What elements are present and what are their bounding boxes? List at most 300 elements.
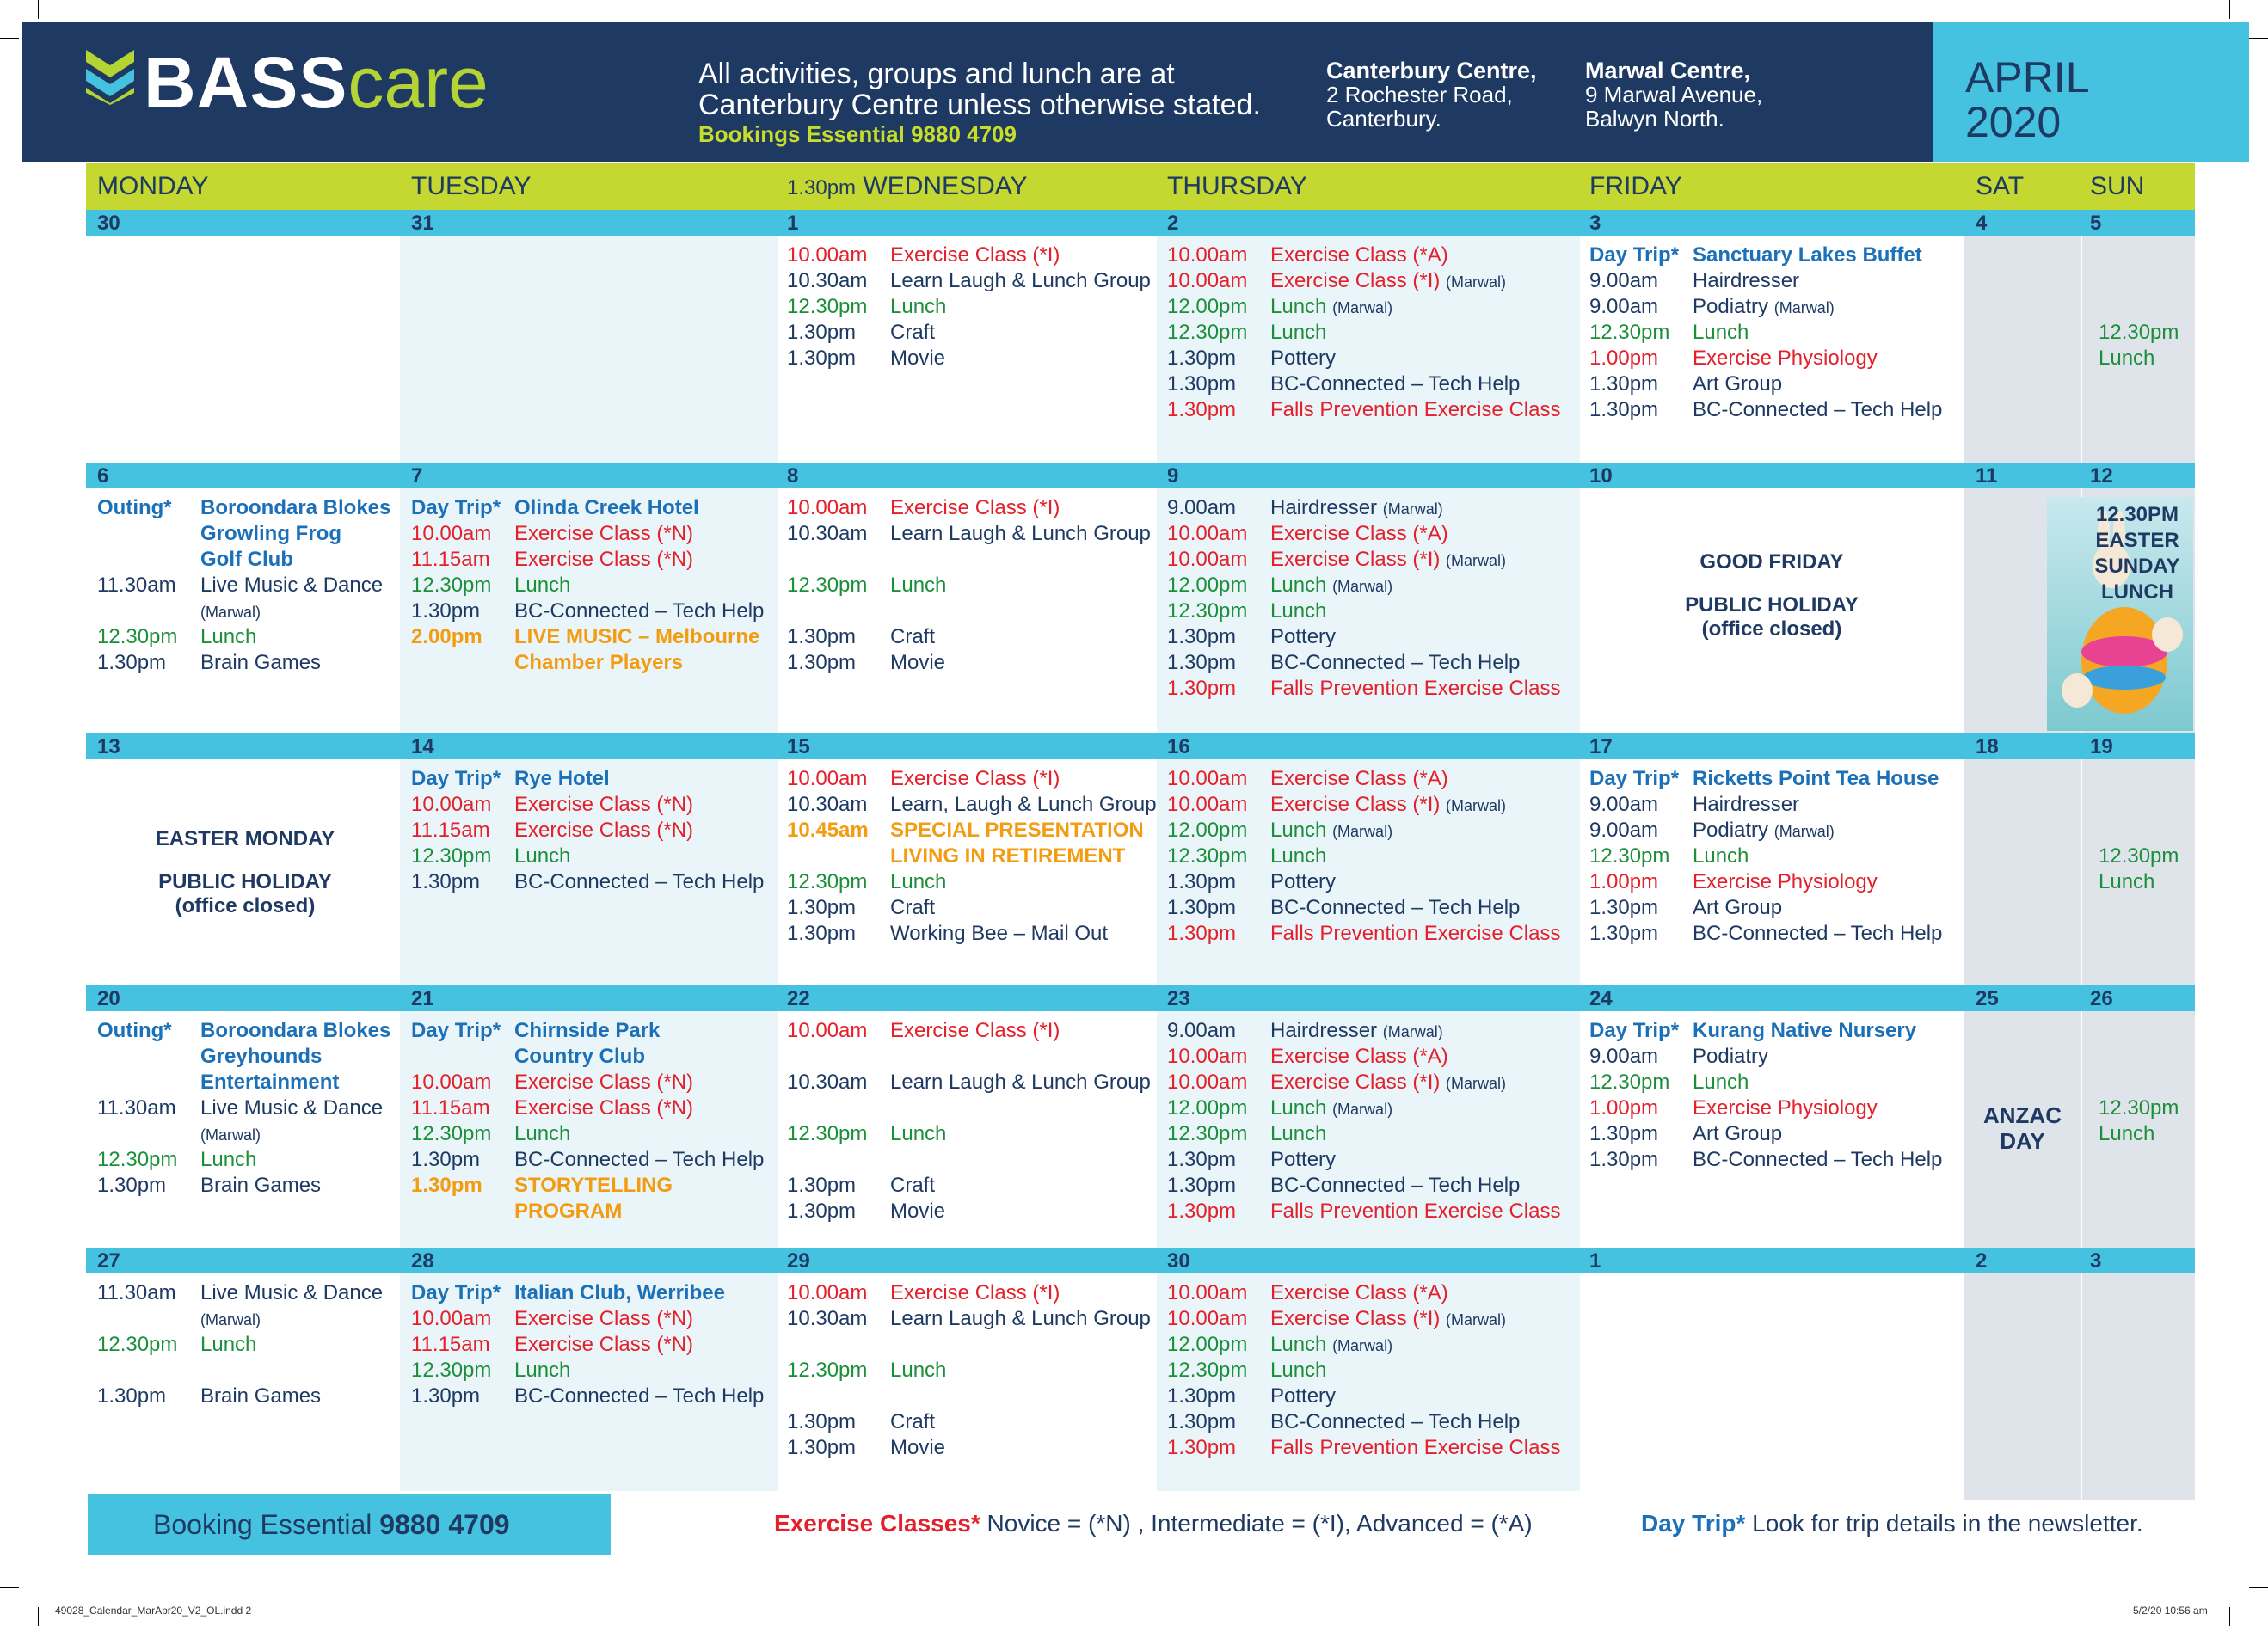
activity-entry	[787, 294, 946, 320]
activity-entry	[411, 1147, 764, 1173]
activity-time: 10.00am	[1167, 1281, 1248, 1304]
activity-time: 1.30pm	[411, 599, 481, 623]
activity-time: 1.30pm	[787, 1200, 857, 1223]
activity-entry	[411, 818, 693, 844]
activity-name: Lunch	[1270, 819, 1333, 842]
address-line: Canterbury.	[1326, 106, 1441, 132]
activity-time: 10.00am	[1167, 1045, 1248, 1068]
activity-entry	[1167, 818, 1392, 844]
activity-name: Boroondara Blokes	[200, 1019, 391, 1042]
activity-entry	[1167, 766, 1448, 792]
date-number: 29	[787, 1249, 810, 1273]
activity-name: BC-Connected – Tech Help	[514, 870, 765, 893]
crop-mark	[2229, 1607, 2230, 1626]
activity-name: Lunch	[200, 625, 257, 648]
activity-name: Craft	[890, 1174, 936, 1197]
activity-time: 12.30pm	[97, 1148, 178, 1171]
activity-entry	[97, 650, 321, 676]
activity-entry	[1167, 294, 1392, 321]
activity-time: 1.30pm	[1167, 1174, 1237, 1197]
activity-name: Lunch	[890, 295, 947, 318]
activity-time: Day Trip*	[1589, 243, 1680, 267]
activity-entry	[787, 521, 1151, 547]
activity-name: Hairdresser	[1270, 496, 1383, 519]
date-number: 10	[1589, 464, 1613, 488]
weekday-tuesday: TUESDAY	[411, 172, 532, 200]
activity-name: Lunch	[1270, 599, 1327, 623]
location-note: (Marwal)	[1446, 273, 1507, 291]
activity-name: Pottery	[1270, 870, 1337, 893]
canterbury-address	[1326, 58, 1537, 131]
date-number: 27	[97, 1249, 120, 1273]
activity-name: Entertainment	[200, 1071, 340, 1094]
activity-time: 12.30pm	[1589, 844, 1670, 868]
activity-entry	[787, 1147, 890, 1173]
activity-name: Learn, Laugh & Lunch Group	[890, 793, 1157, 816]
activity-name: Exercise Class (*N)	[514, 793, 694, 816]
activity-entry	[1589, 242, 1922, 268]
activity-name: Exercise Class (*A)	[1270, 243, 1448, 267]
activity-name: Lunch	[1693, 321, 1749, 344]
activity-entry	[1589, 1018, 1916, 1044]
activity-entry	[1167, 346, 1336, 371]
activity-entry	[411, 1173, 673, 1199]
activity-name: SPECIAL PRESENTATION	[890, 819, 1144, 842]
activity-entry	[787, 766, 1060, 792]
activity-name: Lunch	[890, 870, 947, 893]
activity-name: Exercise Class (*N)	[514, 1071, 694, 1094]
activity-time: 1.30pm	[97, 651, 167, 674]
activity-name: Lunch	[1270, 1122, 1327, 1145]
date-number: 3	[2090, 1249, 2102, 1273]
booking-label: Booking Essential	[153, 1509, 380, 1540]
activity-time: 12.30pm	[787, 1122, 868, 1145]
activity-name: BC-Connected – Tech Help	[514, 1384, 765, 1408]
activity-time: 10.00am	[787, 767, 868, 790]
activity-entry	[411, 869, 764, 895]
activity-time: Day Trip*	[411, 496, 501, 519]
activity-time: 10.00am	[411, 793, 492, 816]
activity-entry	[97, 1358, 200, 1384]
easter-sunday-lunch	[2081, 502, 2193, 605]
weekday-thursday: THURSDAY	[1167, 172, 1307, 200]
activity-entry	[787, 598, 890, 624]
date-number: 22	[787, 987, 810, 1010]
sunday-lunch-label: Lunch	[2099, 347, 2155, 370]
activity-entry	[1167, 624, 1336, 650]
activity-entry	[1589, 1044, 1768, 1070]
date-number: 5	[2090, 212, 2102, 235]
activity-entry	[97, 1018, 390, 1044]
activity-entry	[411, 1121, 570, 1147]
activity-time: Day Trip*	[411, 1281, 501, 1304]
activity-time: 12.30pm	[411, 1122, 492, 1145]
date-number: 13	[97, 735, 120, 758]
activity-time: 1.30pm	[1589, 922, 1659, 945]
activity-entry	[411, 624, 759, 650]
marwal-address	[1585, 58, 1762, 131]
activity-time: 1.30pm	[1589, 896, 1659, 919]
activity-time: 1.30pm	[787, 896, 857, 919]
basscare-chevron-icon	[86, 50, 134, 105]
activity-name: BC-Connected – Tech Help	[1270, 896, 1521, 919]
activity-name: Exercise Class (*N)	[514, 819, 694, 842]
crop-mark	[38, 0, 39, 19]
date-number: 31	[411, 212, 434, 235]
location-note: (Marwal)	[1332, 578, 1393, 595]
activity-entry	[411, 547, 693, 573]
activity-name: Lunch	[1270, 321, 1327, 344]
date-number: 28	[411, 1249, 434, 1273]
daytrip-legend	[1641, 1510, 2143, 1537]
activity-name: Rye Hotel	[514, 767, 610, 790]
activity-name: Learn Laugh & Lunch Group	[890, 522, 1151, 545]
activity-entry	[787, 495, 1060, 521]
holiday-line: (office closed)	[175, 894, 316, 917]
booking-essential-box	[88, 1494, 611, 1555]
activity-time: 1.30pm	[787, 1174, 857, 1197]
activity-entry	[411, 1044, 645, 1070]
activity-time: 9.00am	[1167, 1019, 1237, 1042]
easter-text-line: 12.30PM	[2095, 503, 2179, 526]
activity-time: 12.30pm	[1167, 321, 1248, 344]
activity-name: Hairdresser	[1270, 1019, 1383, 1042]
activity-entry	[787, 1199, 945, 1224]
activity-time: 1.30pm	[1167, 651, 1237, 674]
activity-time: 12.00pm	[1167, 819, 1248, 842]
activity-name: Podiatry	[1693, 295, 1774, 318]
activity-time: 10.30am	[787, 793, 868, 816]
good-friday-notice	[1591, 550, 1952, 641]
activity-entry	[1167, 1384, 1336, 1409]
activity-name: Lunch	[890, 1359, 947, 1382]
activity-name: Lunch	[1270, 1359, 1327, 1382]
activity-time: 1.30pm	[411, 1174, 482, 1197]
holiday-title: GOOD FRIDAY	[1699, 550, 1844, 574]
activity-entry	[97, 495, 390, 521]
date-number: 26	[2090, 987, 2113, 1010]
activity-time: 1.30pm	[1167, 398, 1237, 421]
activity-time: 12.30pm	[1589, 321, 1670, 344]
booking-phone: 9880 4709	[379, 1509, 510, 1540]
wednesday-prefix: 1.30pm	[787, 176, 857, 199]
date-number: 12	[2090, 464, 2113, 488]
sunday-lunch-time: 12.30pm	[2099, 321, 2179, 344]
activity-entry	[1167, 844, 1326, 869]
logo-bass-text: BASS	[144, 42, 348, 123]
activity-name: Olinda Creek Hotel	[514, 496, 699, 519]
activity-time: 10.00am	[787, 1019, 868, 1042]
easter-text-line: SUNDAY	[2094, 555, 2180, 578]
activity-name: Exercise Class (*A)	[1270, 1045, 1448, 1068]
activity-time: 1.30pm	[1167, 347, 1237, 370]
activity-name: Lunch	[514, 1122, 571, 1145]
anzac-line: ANZAC	[1983, 1102, 2062, 1128]
activity-name: Ricketts Point Tea House	[1693, 767, 1939, 790]
activity-name: Art Group	[1693, 896, 1783, 919]
canterbury-title: Canterbury Centre,	[1326, 58, 1537, 83]
activity-entry	[1589, 1147, 1942, 1173]
activity-entry	[787, 268, 1151, 294]
activity-time: 10.00am	[411, 1071, 492, 1094]
holiday-line: (office closed)	[1701, 617, 1842, 641]
activity-entry	[411, 1018, 660, 1044]
activity-entry	[411, 766, 610, 792]
activity-time: 10.00am	[1167, 1307, 1248, 1330]
activity-time: 10.00am	[787, 496, 868, 519]
activity-name: BC-Connected – Tech Help	[1270, 651, 1521, 674]
activity-entry	[1167, 495, 1443, 522]
activity-time: 10.45am	[787, 819, 869, 842]
exercise-legend-text: Novice = (*N) , Intermediate = (*I), Advanced = (*A)	[980, 1510, 1533, 1537]
activity-entry	[411, 573, 570, 598]
activity-name: Boroondara Blokes	[200, 496, 391, 519]
activity-time: 1.30pm	[97, 1384, 167, 1408]
activity-time: 12.00pm	[1167, 1333, 1248, 1356]
activity-entry	[1167, 1332, 1392, 1359]
activity-name: Lunch	[514, 1359, 571, 1382]
activity-name: Exercise Class (*I)	[1270, 548, 1447, 571]
date-number: 11	[1976, 464, 1998, 488]
activity-name: Pottery	[1270, 625, 1337, 648]
activity-entry	[1589, 346, 1878, 371]
activity-entry	[1167, 1306, 1506, 1333]
activity-name: Golf Club	[200, 548, 293, 571]
daytrip-legend-title: Day Trip*	[1641, 1510, 1746, 1537]
activity-name: Exercise Class (*A)	[1270, 522, 1448, 545]
activity-time: 12.30pm	[1589, 1071, 1670, 1094]
activity-entry	[1167, 242, 1448, 268]
activity-name: Pottery	[1270, 1148, 1337, 1171]
activity-name: BC-Connected – Tech Help	[1270, 1410, 1521, 1433]
activity-time: 12.30pm	[411, 574, 492, 597]
activity-name: Country Club	[514, 1045, 645, 1068]
weekday-wednesday	[787, 172, 1028, 201]
activity-time: 1.30pm	[1589, 1122, 1659, 1145]
activity-time: 1.30pm	[787, 922, 857, 945]
activity-time: 10.00am	[1167, 243, 1248, 267]
activity-name: Exercise Class (*N)	[514, 1333, 694, 1356]
activity-time: 1.30pm	[787, 651, 857, 674]
bookings-line: Bookings Essential 9880 4709	[698, 121, 1017, 147]
activity-name: Pottery	[1270, 1384, 1337, 1408]
date-number: 9	[1167, 464, 1179, 488]
activity-name: Lunch	[1270, 844, 1327, 868]
date-number: 19	[2090, 735, 2113, 758]
activity-entry	[1167, 547, 1506, 574]
activity-entry	[787, 573, 946, 598]
date-number: 30	[97, 212, 120, 235]
activity-name: Working Bee – Mail Out	[890, 922, 1108, 945]
activity-time: 12.30pm	[787, 870, 868, 893]
holiday-title: EASTER MONDAY	[155, 827, 335, 850]
activity-entry	[787, 1044, 890, 1070]
date-number: 1	[1589, 1249, 1601, 1273]
activity-entry	[787, 547, 890, 573]
activity-name: STORYTELLING	[514, 1174, 673, 1197]
activity-name: Exercise Class (*A)	[1270, 1281, 1448, 1304]
activity-time: 1.00pm	[1589, 870, 1659, 893]
activity-entry	[97, 573, 383, 598]
activity-name: Lunch	[514, 574, 571, 597]
activity-time: 11.30am	[97, 574, 176, 597]
activity-name: (Marwal)	[200, 604, 261, 621]
activity-entry	[411, 1306, 693, 1332]
location-note: (Marwal)	[1446, 797, 1507, 814]
activity-entry	[411, 1095, 693, 1121]
activity-name: Lunch	[200, 1148, 257, 1171]
crop-mark	[38, 1607, 39, 1626]
activity-time: 9.00am	[1589, 819, 1659, 842]
month-label: APRIL	[1965, 53, 2090, 101]
print-slug-date: 5/2/20 10:56 am	[2133, 1605, 2208, 1617]
location-note: (Marwal)	[1773, 823, 1835, 840]
easter-text-line: LUNCH	[2101, 580, 2173, 604]
address-line: Balwyn North.	[1585, 106, 1724, 132]
easter-monday-notice	[95, 827, 396, 918]
activity-name: BC-Connected – Tech Help	[514, 1148, 765, 1171]
activity-name: Exercise Class (*N)	[514, 522, 694, 545]
activity-entry	[411, 792, 693, 818]
activity-time: 1.30pm	[787, 321, 857, 344]
activity-entry	[1167, 1358, 1326, 1384]
activity-name: Falls Prevention Exercise Class	[1270, 1436, 1561, 1459]
activity-name: Movie	[890, 1436, 946, 1459]
activity-time: Day Trip*	[411, 767, 501, 790]
activity-time: 12.00pm	[1167, 295, 1248, 318]
location-note: (Marwal)	[1332, 1337, 1393, 1354]
activity-entry	[787, 1095, 890, 1121]
activity-entry	[411, 495, 699, 521]
crop-mark	[2249, 1587, 2268, 1588]
activity-time: 11.15am	[411, 548, 490, 571]
activity-time: 12.30pm	[1167, 1359, 1248, 1382]
activity-entry	[411, 844, 570, 869]
location-note: (Marwal)	[1773, 299, 1835, 316]
activity-name: Art Group	[1693, 372, 1783, 396]
activity-entry	[1589, 818, 1835, 844]
activity-entry	[1167, 320, 1326, 346]
date-number: 4	[1976, 212, 1988, 235]
activity-name: Exercise Class (*N)	[514, 548, 694, 571]
activity-entry	[1589, 1121, 1782, 1147]
activity-name: Brain Games	[200, 1384, 322, 1408]
activity-time: 1.30pm	[1589, 1148, 1659, 1171]
location-note: (Marwal)	[1332, 823, 1393, 840]
exercise-legend	[774, 1510, 1533, 1537]
activity-name: Italian Club, Werribee	[514, 1281, 725, 1304]
exercise-legend-title: Exercise Classes*	[774, 1510, 980, 1537]
activity-name: Exercise Class (*I)	[890, 1019, 1060, 1042]
basscare-logo	[65, 40, 555, 126]
activity-entry	[411, 1332, 693, 1358]
activity-entry	[97, 1095, 383, 1121]
activity-name: BC-Connected – Tech Help	[1693, 922, 1943, 945]
activity-time: 9.00am	[1589, 269, 1659, 292]
activity-entry	[787, 1121, 946, 1147]
logo-care-text: care	[347, 42, 489, 123]
activity-entry	[411, 598, 764, 624]
activity-entry	[787, 242, 1060, 268]
intro-line: All activities, groups and lunch are at	[698, 58, 1175, 90]
holiday-line: PUBLIC HOLIDAY	[1685, 593, 1859, 617]
activity-time: 1.30pm	[1167, 1200, 1237, 1223]
activity-time: 9.00am	[1589, 1045, 1659, 1068]
location-note: (Marwal)	[1382, 500, 1443, 518]
location-note: (Marwal)	[1446, 1311, 1507, 1328]
activity-entry	[1167, 521, 1448, 547]
activity-entry	[411, 1358, 570, 1384]
activity-entry	[1589, 268, 1799, 294]
activity-entry	[787, 1173, 935, 1199]
activity-name: Craft	[890, 625, 936, 648]
activity-entry	[97, 1121, 261, 1148]
activity-entry	[1589, 294, 1835, 321]
activity-name: Greyhounds	[200, 1045, 323, 1068]
activity-name: Lunch	[1270, 1096, 1333, 1120]
activity-entry	[1167, 1147, 1336, 1173]
crop-mark	[0, 38, 19, 39]
date-number: 21	[411, 987, 434, 1010]
print-slug-file: 49028_Calendar_MarApr20_V2_OL.indd 2	[55, 1605, 252, 1617]
date-number: 16	[1167, 735, 1190, 758]
activity-time: 12.30pm	[787, 1359, 868, 1382]
activity-time: 10.00am	[411, 1307, 492, 1330]
activity-time: 10.00am	[1167, 522, 1248, 545]
activity-time: 12.30pm	[1167, 844, 1248, 868]
activity-time: 10.00am	[787, 243, 868, 267]
year-label: 2020	[1965, 98, 2062, 146]
activity-entry	[97, 598, 261, 625]
activity-entry	[1167, 792, 1506, 819]
activity-entry	[97, 1147, 256, 1173]
activity-time: 12.30pm	[97, 1333, 178, 1356]
activity-name: Brain Games	[200, 1174, 322, 1197]
activity-time: 10.00am	[787, 1281, 868, 1304]
date-bar-week3	[86, 733, 2195, 759]
activity-name: Movie	[890, 651, 946, 674]
activity-time: Outing*	[97, 496, 172, 519]
daytrip-legend-text: Look for trip details in the newsletter.	[1745, 1510, 2143, 1537]
location-note: (Marwal)	[1446, 1075, 1507, 1092]
activity-entry	[787, 895, 935, 921]
activity-name: Lunch	[1270, 295, 1333, 318]
wednesday-label: WEDNESDAY	[863, 172, 1028, 200]
date-number: 3	[1589, 212, 1601, 235]
activity-time: 10.00am	[411, 522, 492, 545]
date-number: 23	[1167, 987, 1190, 1010]
activity-entry	[411, 1070, 693, 1095]
activity-name: Chirnside Park	[514, 1019, 661, 1042]
activity-entry	[1589, 1095, 1878, 1121]
activity-time: 11.15am	[411, 1096, 490, 1120]
activity-name: BC-Connected – Tech Help	[514, 599, 765, 623]
date-number: 6	[97, 464, 109, 488]
activity-entry	[1589, 1070, 1749, 1095]
activity-time: 2.00pm	[411, 625, 482, 648]
activity-name: Falls Prevention Exercise Class	[1270, 398, 1561, 421]
activity-entry	[1589, 792, 1799, 818]
activity-name: Lunch	[1693, 844, 1749, 868]
activity-name: Exercise Class (*I)	[1270, 793, 1447, 816]
date-number: 8	[787, 464, 799, 488]
activity-entry	[787, 624, 935, 650]
activity-entry	[787, 1409, 935, 1435]
crop-mark	[0, 1587, 19, 1588]
activity-name: Movie	[890, 1200, 946, 1223]
weekday-header-bar	[86, 163, 2195, 210]
address-line: 9 Marwal Avenue,	[1585, 82, 1763, 107]
